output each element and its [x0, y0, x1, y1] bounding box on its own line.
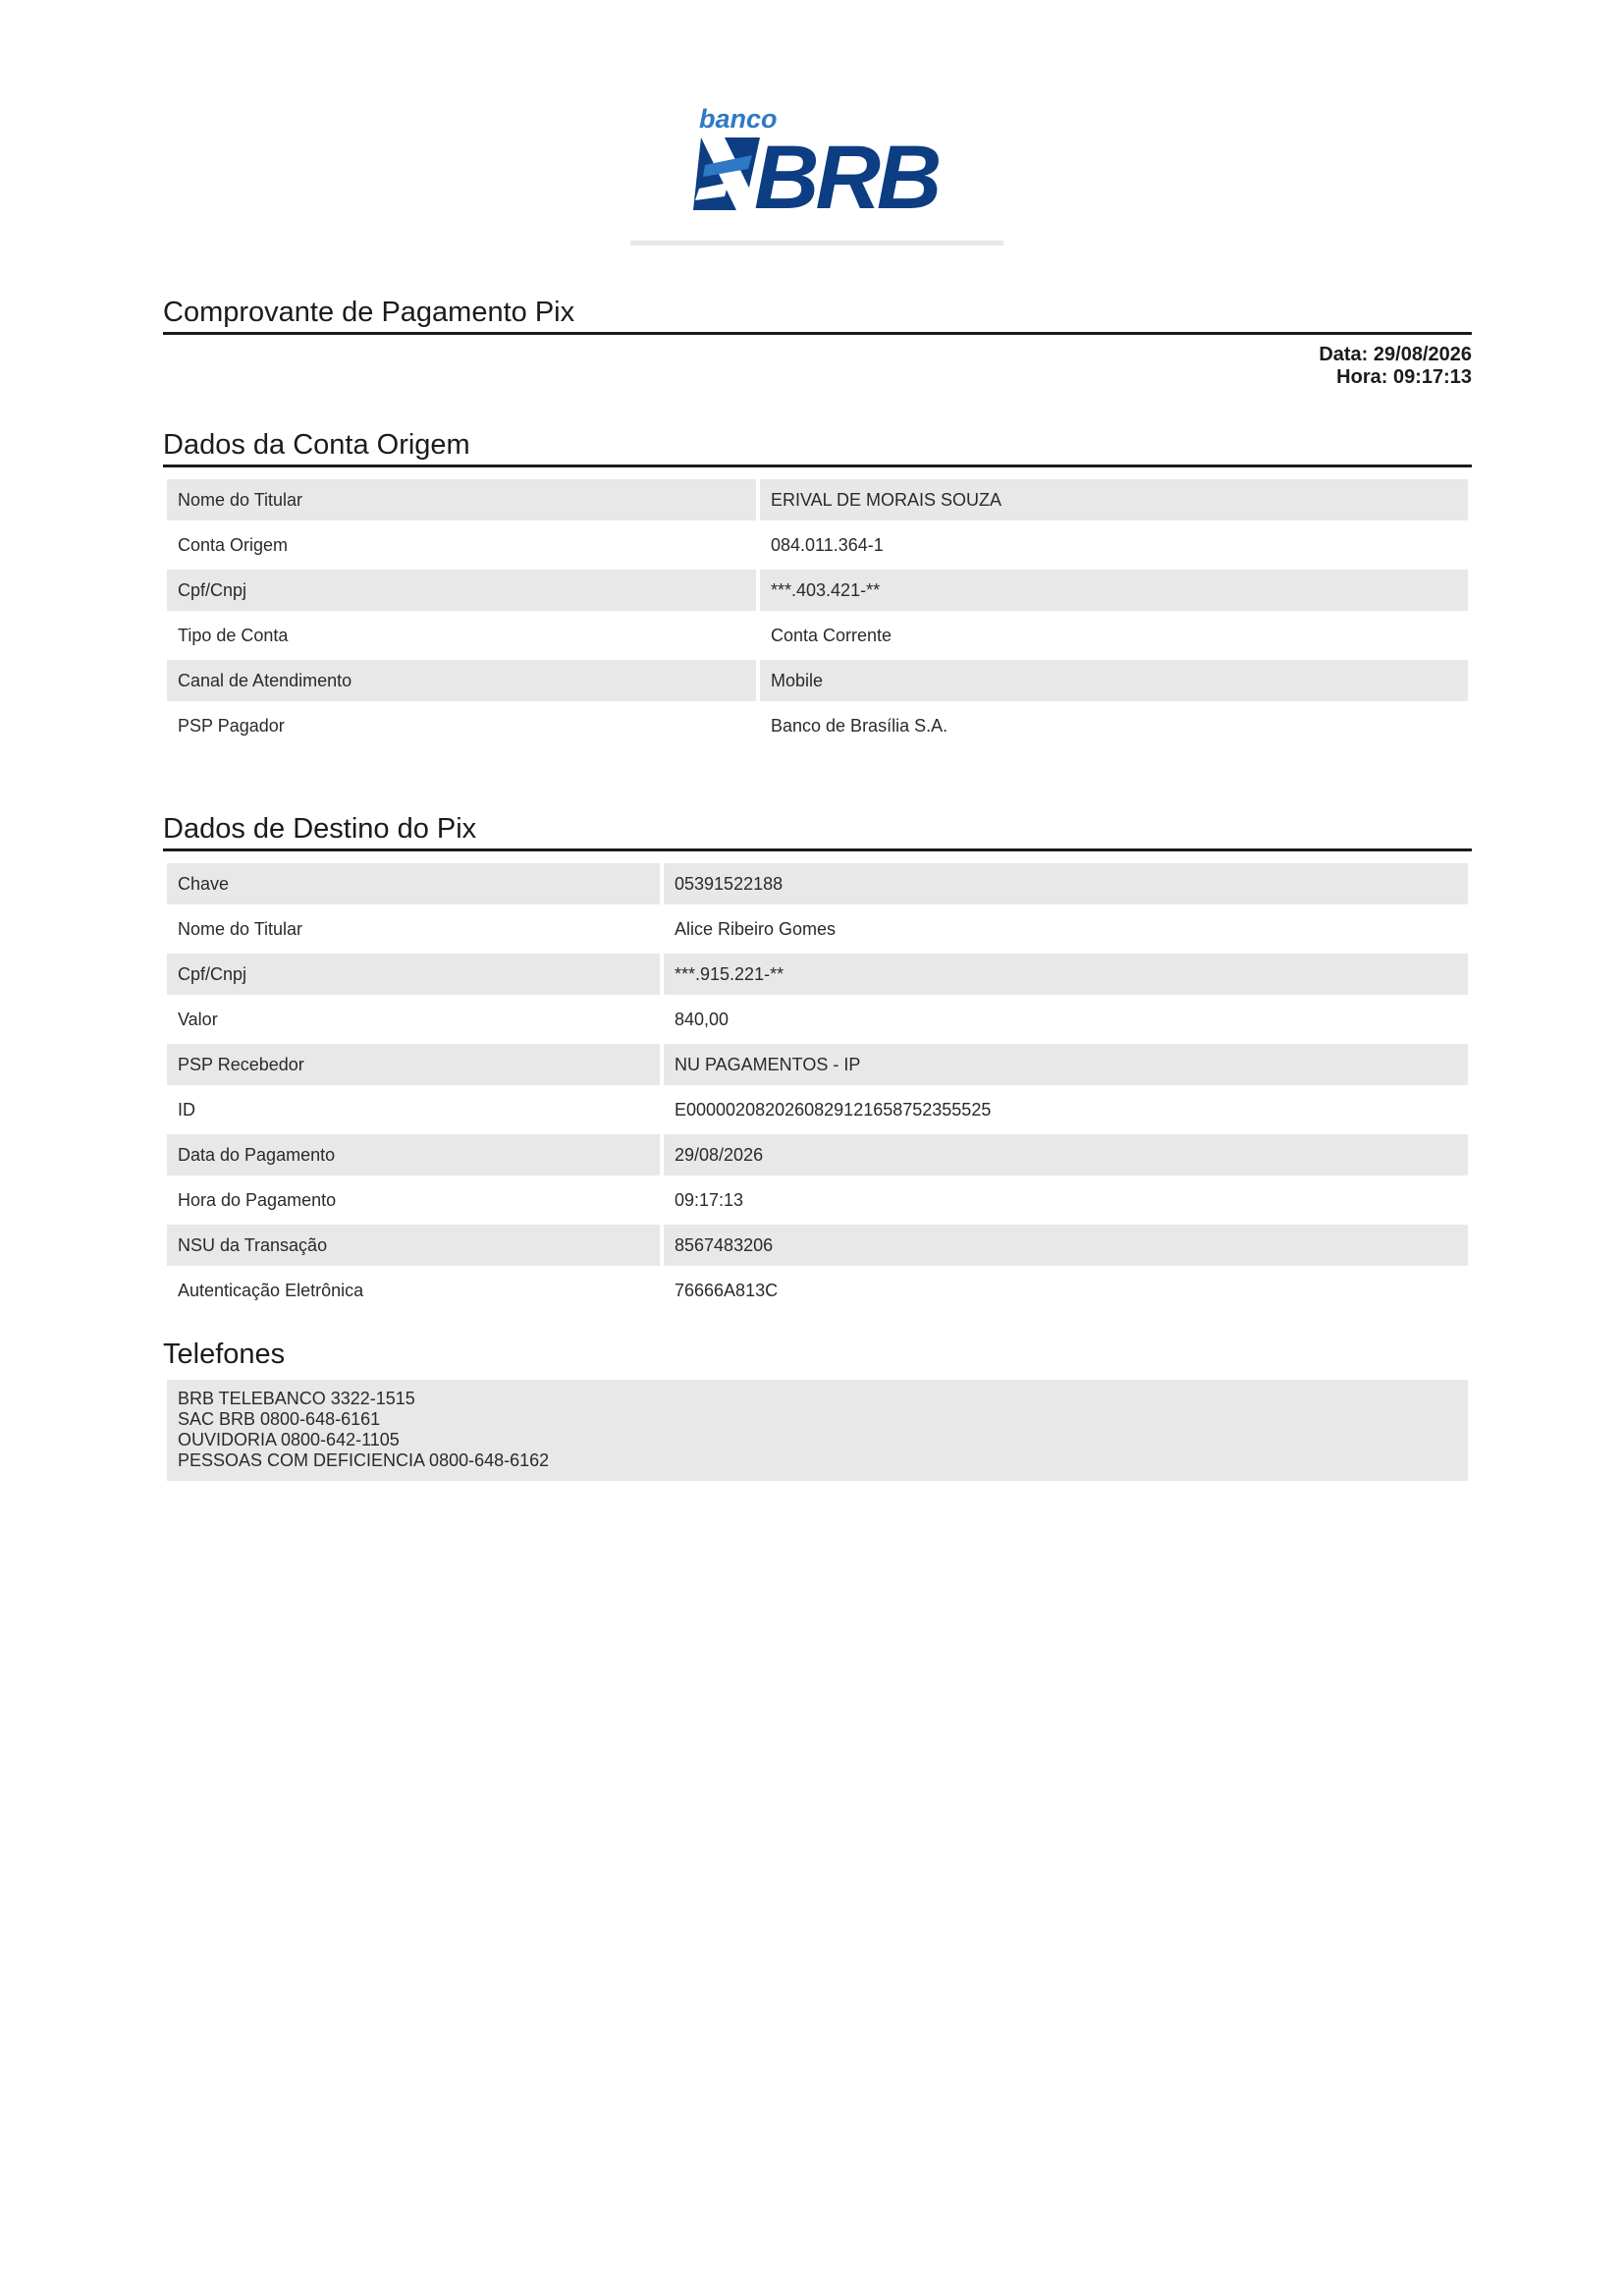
row-value: 840,00 [664, 999, 1468, 1040]
origin-table [163, 475, 1472, 750]
receipt-datetime [163, 344, 1472, 389]
row-label: Cpf/Cnpj [167, 570, 756, 611]
row-label: Data do Pagamento [167, 1134, 660, 1175]
row-label: Canal de Atendimento [167, 660, 756, 701]
destination-table [163, 859, 1472, 1315]
table-row [167, 1134, 1468, 1175]
page-title: Comprovante de Pagamento Pix [163, 295, 1472, 335]
table-row [167, 1270, 1468, 1311]
table-row [167, 615, 1468, 656]
table-row [167, 660, 1468, 701]
table-row [167, 1179, 1468, 1221]
phones-section-title: Telefones [163, 1339, 286, 1370]
table-row [167, 863, 1468, 904]
logo-divider [630, 241, 1003, 246]
row-label: Cpf/Cnpj [167, 954, 660, 995]
phone-line: OUVIDORIA 0800-642-1105 [178, 1430, 400, 1449]
table-row [167, 524, 1468, 566]
row-value: 8567483206 [664, 1225, 1468, 1266]
table-row [167, 1089, 1468, 1130]
row-label: Nome do Titular [167, 479, 756, 520]
brb-logo-graphic [630, 98, 1003, 247]
phone-line: SAC BRB 0800-648-6161 [178, 1409, 381, 1429]
row-value: 09:17:13 [664, 1179, 1468, 1221]
row-label: NSU da Transação [167, 1225, 660, 1266]
row-label: Nome do Titular [167, 908, 660, 950]
row-label: Autenticação Eletrônica [167, 1270, 660, 1311]
phone-line: BRB TELEBANCO 3322-1515 [178, 1389, 415, 1408]
row-value: ERIVAL DE MORAIS SOUZA [760, 479, 1468, 520]
table-row [167, 1225, 1468, 1266]
receipt-date: Data: 29/08/2026 [1319, 344, 1472, 365]
table-row [167, 1044, 1468, 1085]
row-value: 29/08/2026 [664, 1134, 1468, 1175]
table-row [167, 479, 1468, 520]
row-label: Chave [167, 863, 660, 904]
row-value: ***.403.421-** [760, 570, 1468, 611]
row-value: Mobile [760, 660, 1468, 701]
row-label: ID [167, 1089, 660, 1130]
row-value: 76666A813C [664, 1270, 1468, 1311]
row-value: Alice Ribeiro Gomes [664, 908, 1468, 950]
destination-section-title: Dados de Destino do Pix [163, 811, 1472, 851]
phones-box [167, 1380, 1468, 1481]
row-label: Conta Origem [167, 524, 756, 566]
table-row [167, 570, 1468, 611]
row-label: Hora do Pagamento [167, 1179, 660, 1221]
row-label: PSP Recebedor [167, 1044, 660, 1085]
row-label: Tipo de Conta [167, 615, 756, 656]
receipt-time: Hora: 09:17:13 [1336, 366, 1472, 388]
table-row [167, 954, 1468, 995]
logo-small-text: banco [699, 104, 778, 134]
origin-section-title: Dados da Conta Origem [163, 427, 1472, 467]
brb-logo [630, 98, 1003, 247]
row-value: NU PAGAMENTOS - IP [664, 1044, 1468, 1085]
row-value: Conta Corrente [760, 615, 1468, 656]
row-value: 084.011.364-1 [760, 524, 1468, 566]
phone-line: PESSOAS COM DEFICIENCIA 0800-648-6162 [178, 1450, 550, 1470]
table-row [167, 999, 1468, 1040]
logo-brand-text: BRB [754, 128, 939, 228]
row-value: 05391522188 [664, 863, 1468, 904]
logo-x-mark-icon [693, 137, 760, 210]
row-value: Banco de Brasília S.A. [760, 705, 1468, 746]
row-label: Valor [167, 999, 660, 1040]
row-value: ***.915.221-** [664, 954, 1468, 995]
table-row [167, 705, 1468, 746]
row-value: E0000020820260829121658752355525 [664, 1089, 1468, 1130]
table-row [167, 908, 1468, 950]
row-label: PSP Pagador [167, 705, 756, 746]
